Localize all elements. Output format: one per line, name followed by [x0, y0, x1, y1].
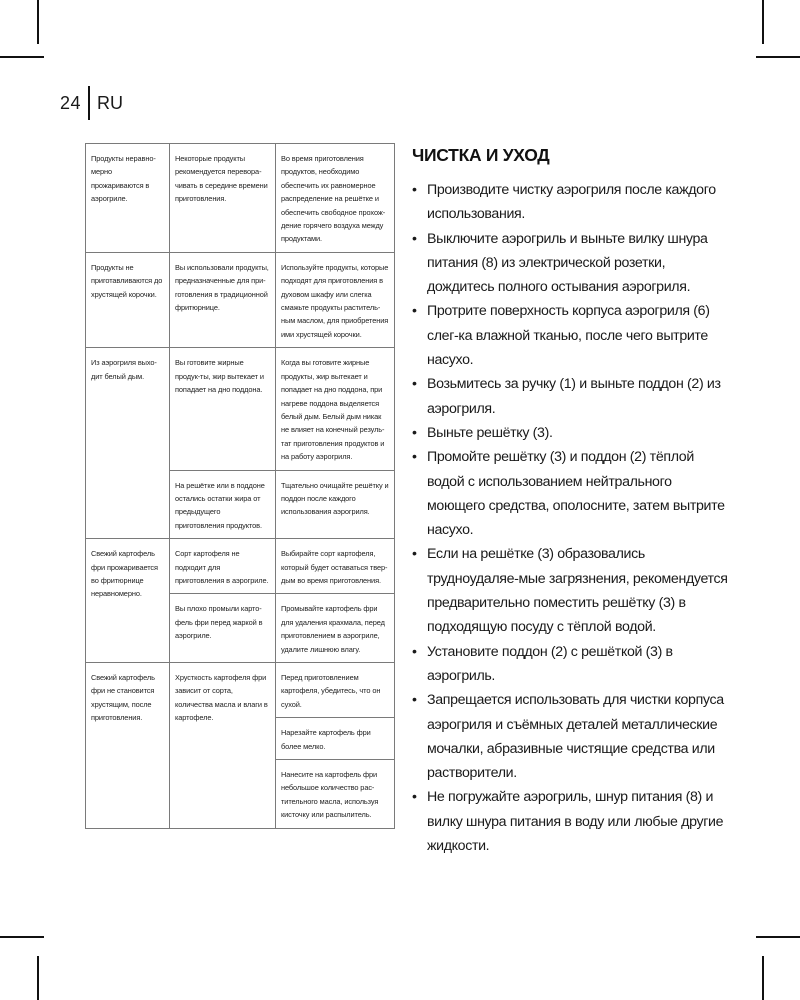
solution-cell: Выбирайте сорт картофеля, который будет оставаться твер-дым во время приготовления.	[276, 539, 395, 594]
solution-cell: Перед приготовлением картофеля, убедитесь, что он сухой.	[276, 663, 395, 718]
crop-mark	[762, 956, 764, 1000]
bullet-icon: •	[412, 449, 417, 466]
bullet-icon: •	[412, 424, 417, 441]
list-item	[412, 785, 732, 858]
table-row	[86, 539, 395, 594]
crop-mark	[37, 956, 39, 1000]
list-item-text: Протрите поверхность корпуса аэрогриля (6) слег-ка влажной тканью, после чего вытрите насухо.	[427, 303, 710, 369]
cause-cell: Сорт картофеля не подходит для приготовления в аэрогриле.	[170, 539, 276, 594]
list-item	[412, 421, 732, 445]
list-item-text: Запрещается использовать для чистки корпуса аэрогриля и съёмных деталей металлические мочалки, абразивные чистящие средства или растворители.	[427, 692, 724, 782]
solution-cell: Используйте продукты, которые подходят для приготовления в духовом шкафу или слегка смажьте продукты раститель-ным маслом, для приобретения ими хрустящей корочки.	[276, 252, 395, 347]
list-item-text: Промойте решётку (3) и поддон (2) тёплой водой с использованием нейтрального моющего средства, ополосните, затем вытрите насухо.	[427, 449, 725, 539]
page-language: RU	[97, 92, 124, 113]
bullet-icon: •	[412, 303, 417, 320]
list-item-text: Не погружайте аэрогриль, шнур питания (8) и вилку шнура питания в воду или любые другие жидкости.	[427, 789, 724, 855]
bullet-icon: •	[412, 789, 417, 806]
section-title: ЧИСТКА И УХОД	[412, 145, 550, 165]
problem-cell: Продукты неравно-мерно прожариваются в аэрогриле.	[86, 144, 170, 253]
bullet-icon: •	[412, 230, 417, 247]
list-item	[412, 372, 732, 421]
page-number: 24	[60, 92, 82, 113]
list-item-text: Возьмитесь за ручку (1) и выньте поддон (2) из аэрогриля.	[427, 376, 721, 417]
table-row	[86, 348, 395, 470]
troubleshooting-table	[85, 143, 395, 829]
list-item-text: Если на решётке (3) образовались трудноудаляе-мые загрязнения, рекомендуется предварительно поместить решётку (3) в подходящую посуду с тёплой водой.	[427, 546, 728, 636]
problem-cell: Свежий картофель фри прожаривается во фритюрнице неравномерно.	[86, 539, 170, 663]
crop-mark	[0, 936, 44, 938]
list-item	[412, 178, 732, 227]
page-header	[60, 86, 123, 120]
list-item	[412, 688, 732, 785]
list-item-text: Выньте решётку (3).	[427, 424, 553, 441]
table-row	[86, 663, 395, 718]
problem-cell: Из аэрогриля выхо-дит белый дым.	[86, 348, 170, 539]
table-row	[86, 144, 395, 253]
solution-cell: Когда вы готовите жирные продукты, жир вытекает и попадает на дно поддона, при нагреве поддона выделяется белый дым. Белый дым никак не влияет на конечный резуль-тат приготовления продуктов и на работу аэрогриля.	[276, 348, 395, 470]
bullet-icon: •	[412, 546, 417, 563]
problem-cell: Свежий картофель фри не становится хрустящим, после приготовления.	[86, 663, 170, 829]
crop-mark	[762, 0, 764, 44]
solution-cell: Тщательно очищайте решётку и поддон после каждого использования аэрогриля.	[276, 470, 395, 539]
cause-cell: Хрусткость картофеля фри зависит от сорта, количества масла и влаги в картофеле.	[170, 663, 276, 829]
cause-cell: Вы готовите жирные продук-ты, жир вытекает и попадает на дно поддона.	[170, 348, 276, 470]
cause-cell: Вы плохо промыли карто-фель фри перед жаркой в аэрогриле.	[170, 594, 276, 663]
crop-mark	[756, 56, 800, 58]
solution-cell: Нанесите на картофель фри небольшое количество рас-тительного масла, используя кисточку или распылитель.	[276, 760, 395, 829]
list-item-text: Установите поддон (2) с решёткой (3) в аэрогриль.	[427, 643, 673, 684]
cause-cell: Вы использовали продукты, предназначенные для при-готовления в традиционной фритюрнице.	[170, 252, 276, 347]
list-item	[412, 299, 732, 372]
bullet-icon: •	[412, 643, 417, 660]
bullet-icon: •	[412, 376, 417, 393]
bullet-icon: •	[412, 692, 417, 709]
problem-cell: Продукты не приготавливаются до хрустящей корочки.	[86, 252, 170, 347]
cause-cell: Некоторые продукты рекомендуется перевора-чивать в середине времени приготовления.	[170, 144, 276, 253]
list-item	[412, 640, 732, 689]
solution-cell: Промывайте картофель фри для удаления крахмала, перед приготовлением в аэрогриле, удалите лишнюю влагу.	[276, 594, 395, 663]
list-item	[412, 445, 732, 542]
bullet-icon: •	[412, 182, 417, 198]
crop-mark	[37, 0, 39, 44]
list-item-text: Производите чистку аэрогриля после каждого использования.	[427, 182, 716, 223]
table-row	[86, 252, 395, 347]
solution-cell: Во время приготовления продуктов, необходимо обеспечить их равномерное распределение на решётке и обеспечить свободное прохож-дение горячего воздуха между продуктами.	[276, 144, 395, 253]
list-item	[412, 542, 732, 639]
cleaning-section	[412, 145, 732, 858]
cause-cell: На решётке или в поддоне остались остатки жира от предыдущего приготовления продуктов.	[170, 470, 276, 539]
crop-mark	[0, 56, 44, 58]
crop-mark	[756, 936, 800, 938]
cleaning-list	[412, 178, 732, 858]
list-item	[412, 227, 732, 300]
solution-cell: Нарезайте картофель фри более мелко.	[276, 718, 395, 760]
list-item-text: Выключите аэрогриль и выньте вилку шнура питания (8) из электрической розетки, дождитесь полного остывания аэрогриля.	[427, 230, 708, 296]
